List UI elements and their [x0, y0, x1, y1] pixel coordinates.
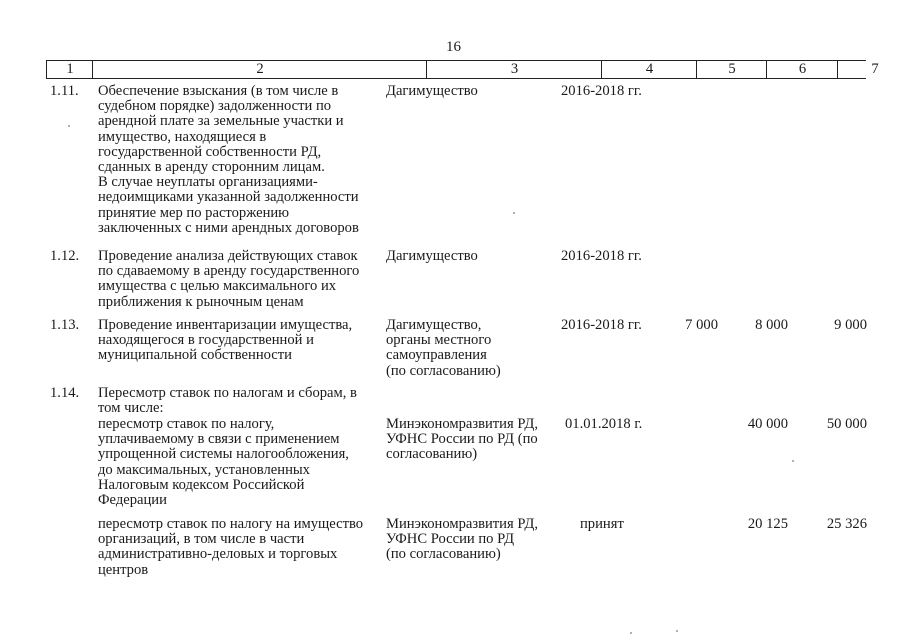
- row-description: Проведение анализа действующих ставок по сдаваемому в аренду государственного имущества с целью максимального их приближения к рыночным ценам: [98, 248, 360, 310]
- column-header-7: 7: [837, 61, 905, 78]
- row-value-col7: 25 326: [826, 516, 867, 532]
- column-header-2: 2: [92, 61, 427, 78]
- column-header-4: 4: [601, 61, 697, 78]
- column-header-6: 6: [766, 61, 838, 78]
- row-period: 2016-2018 гг.: [561, 83, 642, 99]
- row-description: Пересмотр ставок по налогам и сборам, в том числе:: [98, 385, 357, 417]
- row-description: Обеспечение взыскания (в том числе в судебном порядке) задолженности по арендной плате за земельные участки и имущество, находящиеся в государственной собственности РД, сданных в аренду сторонним лицам. В случае неуплаты организациями- недоимщиками указанной задолженности принятие мер по расторжению заключенных с ними арендных договоров: [98, 83, 359, 236]
- row-period: 2016-2018 гг.: [561, 317, 642, 333]
- row-responsible: Дагимущество: [386, 248, 478, 264]
- table-header: [46, 60, 879, 79]
- column-header-1: 1: [46, 61, 93, 78]
- row-value-col6: 40 000: [747, 416, 788, 432]
- row-responsible: Дагимущество: [386, 83, 478, 99]
- row-value-col5: 7 000: [685, 317, 718, 333]
- row-number: 1.11.: [50, 83, 79, 99]
- row-number: 1.14.: [50, 385, 80, 401]
- page-number: 16: [446, 39, 461, 55]
- row-value-col6: 20 125: [747, 516, 788, 532]
- row-period: 2016-2018 гг.: [561, 248, 642, 264]
- row-responsible: Минэкономразвития РД, УФНС России по РД (по согласованию): [386, 416, 538, 463]
- row-description: пересмотр ставок по налогу, уплачиваемому в связи с применением упрощенной системы налогообложения, до максимальных, установленных Налоговым кодексом Российской Федерации: [98, 416, 349, 509]
- row-period: 01.01.2018 г.: [565, 416, 643, 432]
- column-header-3: 3: [426, 61, 602, 78]
- scan-speck: [68, 125, 70, 127]
- row-value-col6: 8 000: [755, 317, 788, 333]
- column-header-5: 5: [696, 61, 767, 78]
- row-period: принят: [580, 516, 624, 532]
- scan-speck: [792, 460, 794, 462]
- row-description: Проведение инвентаризации имущества, находящегося в государственной и муниципальной собственности: [98, 317, 353, 364]
- row-value-col7: 50 000: [826, 416, 867, 432]
- row-number: 1.12.: [50, 248, 80, 264]
- row-number: 1.13.: [50, 317, 80, 333]
- row-responsible: Минэкономразвития РД, УФНС России по РД (по согласованию): [386, 516, 538, 563]
- row-responsible: Дагимущество, органы местного самоуправления (по согласованию): [386, 317, 501, 379]
- scan-speck: [630, 632, 632, 634]
- scan-speck: [676, 630, 678, 632]
- row-value-col7: 9 000: [834, 317, 867, 333]
- row-description: пересмотр ставок по налогу на имущество организаций, в том числе в части административно-деловых и торговых центров: [98, 516, 364, 578]
- scan-speck: [513, 212, 515, 214]
